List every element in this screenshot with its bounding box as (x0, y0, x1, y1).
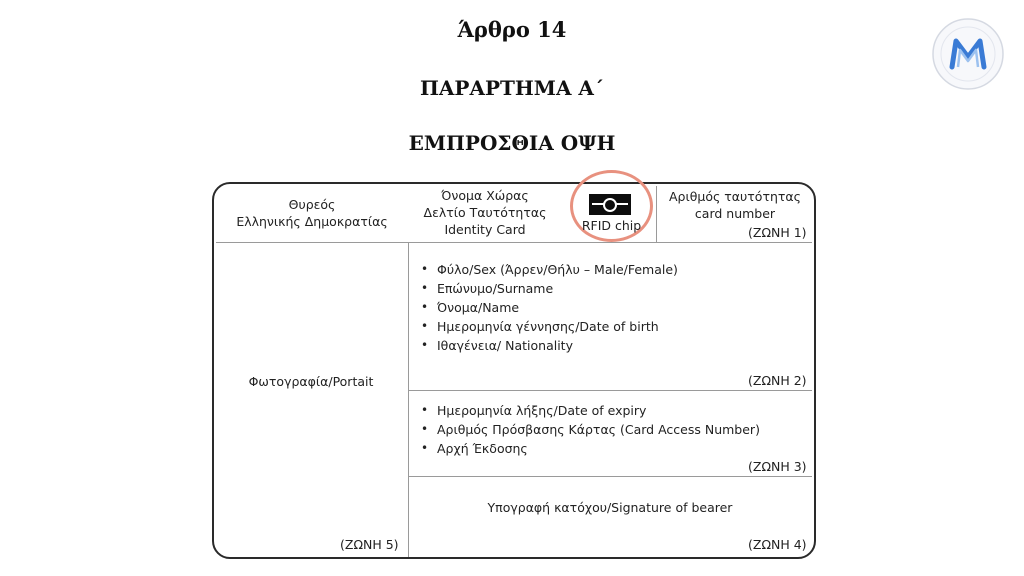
divider (216, 242, 812, 243)
rfid-chip-label: RFID chip (581, 218, 642, 233)
divider (409, 476, 812, 477)
rfid-chip-highlight (570, 170, 653, 242)
list-item: • Ημερομηνία λήξης/Date of expiry (421, 401, 760, 420)
coat-of-arms-label: Θυρεός Ελληνικής Δημοκρατίας (236, 197, 388, 229)
divider (409, 390, 812, 391)
zone-5-label: (ΖΩΝΗ 5) (340, 537, 399, 552)
photo-label: Φωτογραφία/Portait (248, 374, 374, 389)
zone-2-label: (ΖΩΝΗ 2) (748, 373, 807, 388)
list-item: • Φύλο/Sex (Άρρεν/Θήλυ – Male/Female) (421, 260, 678, 279)
list-item: • Επώνυμο/Surname (421, 279, 678, 298)
country-name-label: Όνομα Χώρας Δελτίο Ταυτότητας Identity Card (423, 188, 547, 237)
view-title: ΕΜΠΡΟΣΘΙΑ ΟΨΗ (408, 131, 616, 155)
rfid-chip-icon (589, 194, 631, 215)
list-item: • Ημερομηνία γέννησης/Date of birth (421, 317, 678, 336)
divider (656, 186, 657, 242)
list-item: • Αριθμός Πρόσβασης Κάρτας (Card Access Number) (421, 420, 760, 439)
list-item: • Όνομα/Name (421, 298, 678, 317)
divider (408, 243, 409, 557)
card-number-label: Αριθμός ταυτότητας card number (669, 189, 801, 221)
list-item: • Αρχή Έκδοσης (421, 439, 760, 458)
zone-3-label: (ΖΩΝΗ 3) (748, 459, 807, 474)
zone-4-label: (ΖΩΝΗ 4) (748, 537, 807, 552)
signature-label: Υπογραφή κατόχου/Signature of bearer (487, 500, 733, 515)
list-item: • Ιθαγένεια/ Nationality (421, 336, 678, 355)
zone-3-list (421, 401, 760, 458)
zone-1-label: (ΖΩΝΗ 1) (748, 225, 807, 240)
zone-2-list (421, 260, 678, 355)
annex-title: ΠΑΡΑΡΤΗΜΑ Α΄ (420, 76, 604, 100)
emblem-logo-icon (931, 17, 1005, 91)
article-title: Άρθρο 14 (457, 17, 567, 42)
